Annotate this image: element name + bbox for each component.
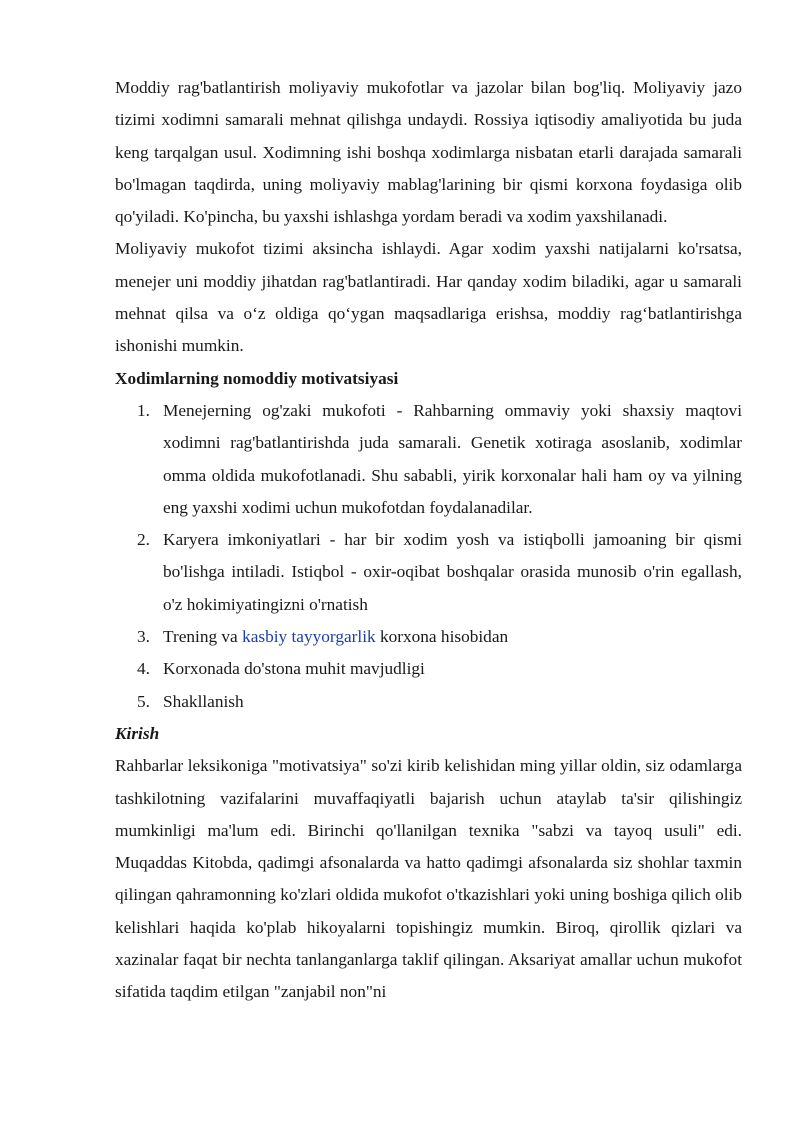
list-item-text: Shakllanish: [163, 691, 244, 711]
list-item: [115, 621, 742, 653]
paragraph-financial-reward: Moliyaviy mukofot tizimi aksincha ishlaydi. Agar xodim yaxshi natijalarni ko'rsatsa, menejer uni moddiy jihatdan rag'batlantiradi. Har qanday xodim biladiki, agar u samarali mehnat qilsa va o‘z oldiga qo‘ygan maqsadlariga erishsa, moddiy rag‘batlantirishga ishonishi mumkin.: [115, 239, 742, 356]
list-item-text-before: Trening va: [163, 627, 243, 647]
list-item-text: Karyera imkoniyatlari - har bir xodim yosh va istiqbolli jamoaning bir qismi bo'lishga intiladi. Istiqbol - oxir-oqibat boshqalar orasida munosib o'rin egallash, o'z hokimiyatingizni o'rnatish: [163, 530, 742, 614]
motivation-list: [115, 395, 742, 718]
list-item-number: 3.: [137, 627, 150, 647]
list-item: [115, 524, 742, 621]
list-item: [115, 653, 742, 685]
list-item-number: 1.: [137, 400, 150, 420]
paragraph-introduction: Rahbarlar leksikoniga "motivatsiya" so'zi kirib kelishidan ming yillar oldin, siz odamlarga tashkilotning vazifalarini muvaffaqiyatli bajarish uchun ataylab ta'sir qilishingiz mumkinligi ma'lum edi. Birinchi qo'llanilgan texnika "sabzi va tayoq usuli" edi. Muqaddas Kitobda, qadimgi afsonalarda va hatto qadimgi afsonalarda siz shohlar taxmin qilingan qahramonning ko'zlari oldida mukofot o'tkazishlari yoki uning boshiga qilich olib kelishlari haqida ko'plab hikoyalarni topishingiz mumkin. Biroq, qirollik qizlari va xazinalar faqat bir nechta tanlanganlarga taklif qilingan. Aksariyat amallar uchun mukofot sifatida taqdim etilgan "zanjabil non"ni: [115, 756, 742, 1002]
list-item: [115, 395, 742, 524]
list-item-text: Menejerning og'zaki mukofoti - Rahbarning ommaviy yoki shaxsiy maqtovi xodimni rag'batlantirishda juda samarali. Genetik xotiraga asoslanib, xodimlar omma oldida mukofotlanadi. Shu sababli, yirik korxonalar hali ham oy va yilning eng yaxshi xodimi uchun mukofotdan foydalanadilar.: [163, 400, 742, 517]
list-item: [115, 686, 742, 718]
list-item-number: 4.: [137, 659, 150, 679]
section-heading-nonmaterial-motivation: Xodimlarning nomoddiy motivatsiyasi: [115, 368, 399, 388]
kasbiy-tayyorgarlik-link[interactable]: kasbiy tayyorgarlik: [242, 627, 376, 647]
list-item-text: Korxonada do'stona muhit mavjudligi: [163, 659, 425, 679]
list-item-number: 2.: [137, 530, 150, 550]
list-item-text-after: korxona hisobidan: [375, 627, 509, 647]
list-item-number: 5.: [137, 691, 150, 711]
section-heading-introduction: Kirish: [115, 723, 160, 743]
paragraph-material-incentive: Moddiy rag'batlantirish moliyaviy mukofotlar va jazolar bilan bog'liq. Moliyaviy jazo tizimi xodimni samarali mehnat qilishga undaydi. Rossiya iqtisodiy amaliyotida bu juda keng tarqalgan usul. Xodimning ishi boshqa xodimlarga nisbatan etarli darajada samarali bo'lmagan taqdirda, uning moliyaviy mablag'larining bir qismi korxona foydasiga olib qo'yiladi. Ko'pincha, bu yaxshi ishlashga yordam beradi va xodim yaxshilanadi.: [115, 78, 742, 227]
document-page: [115, 72, 742, 1009]
